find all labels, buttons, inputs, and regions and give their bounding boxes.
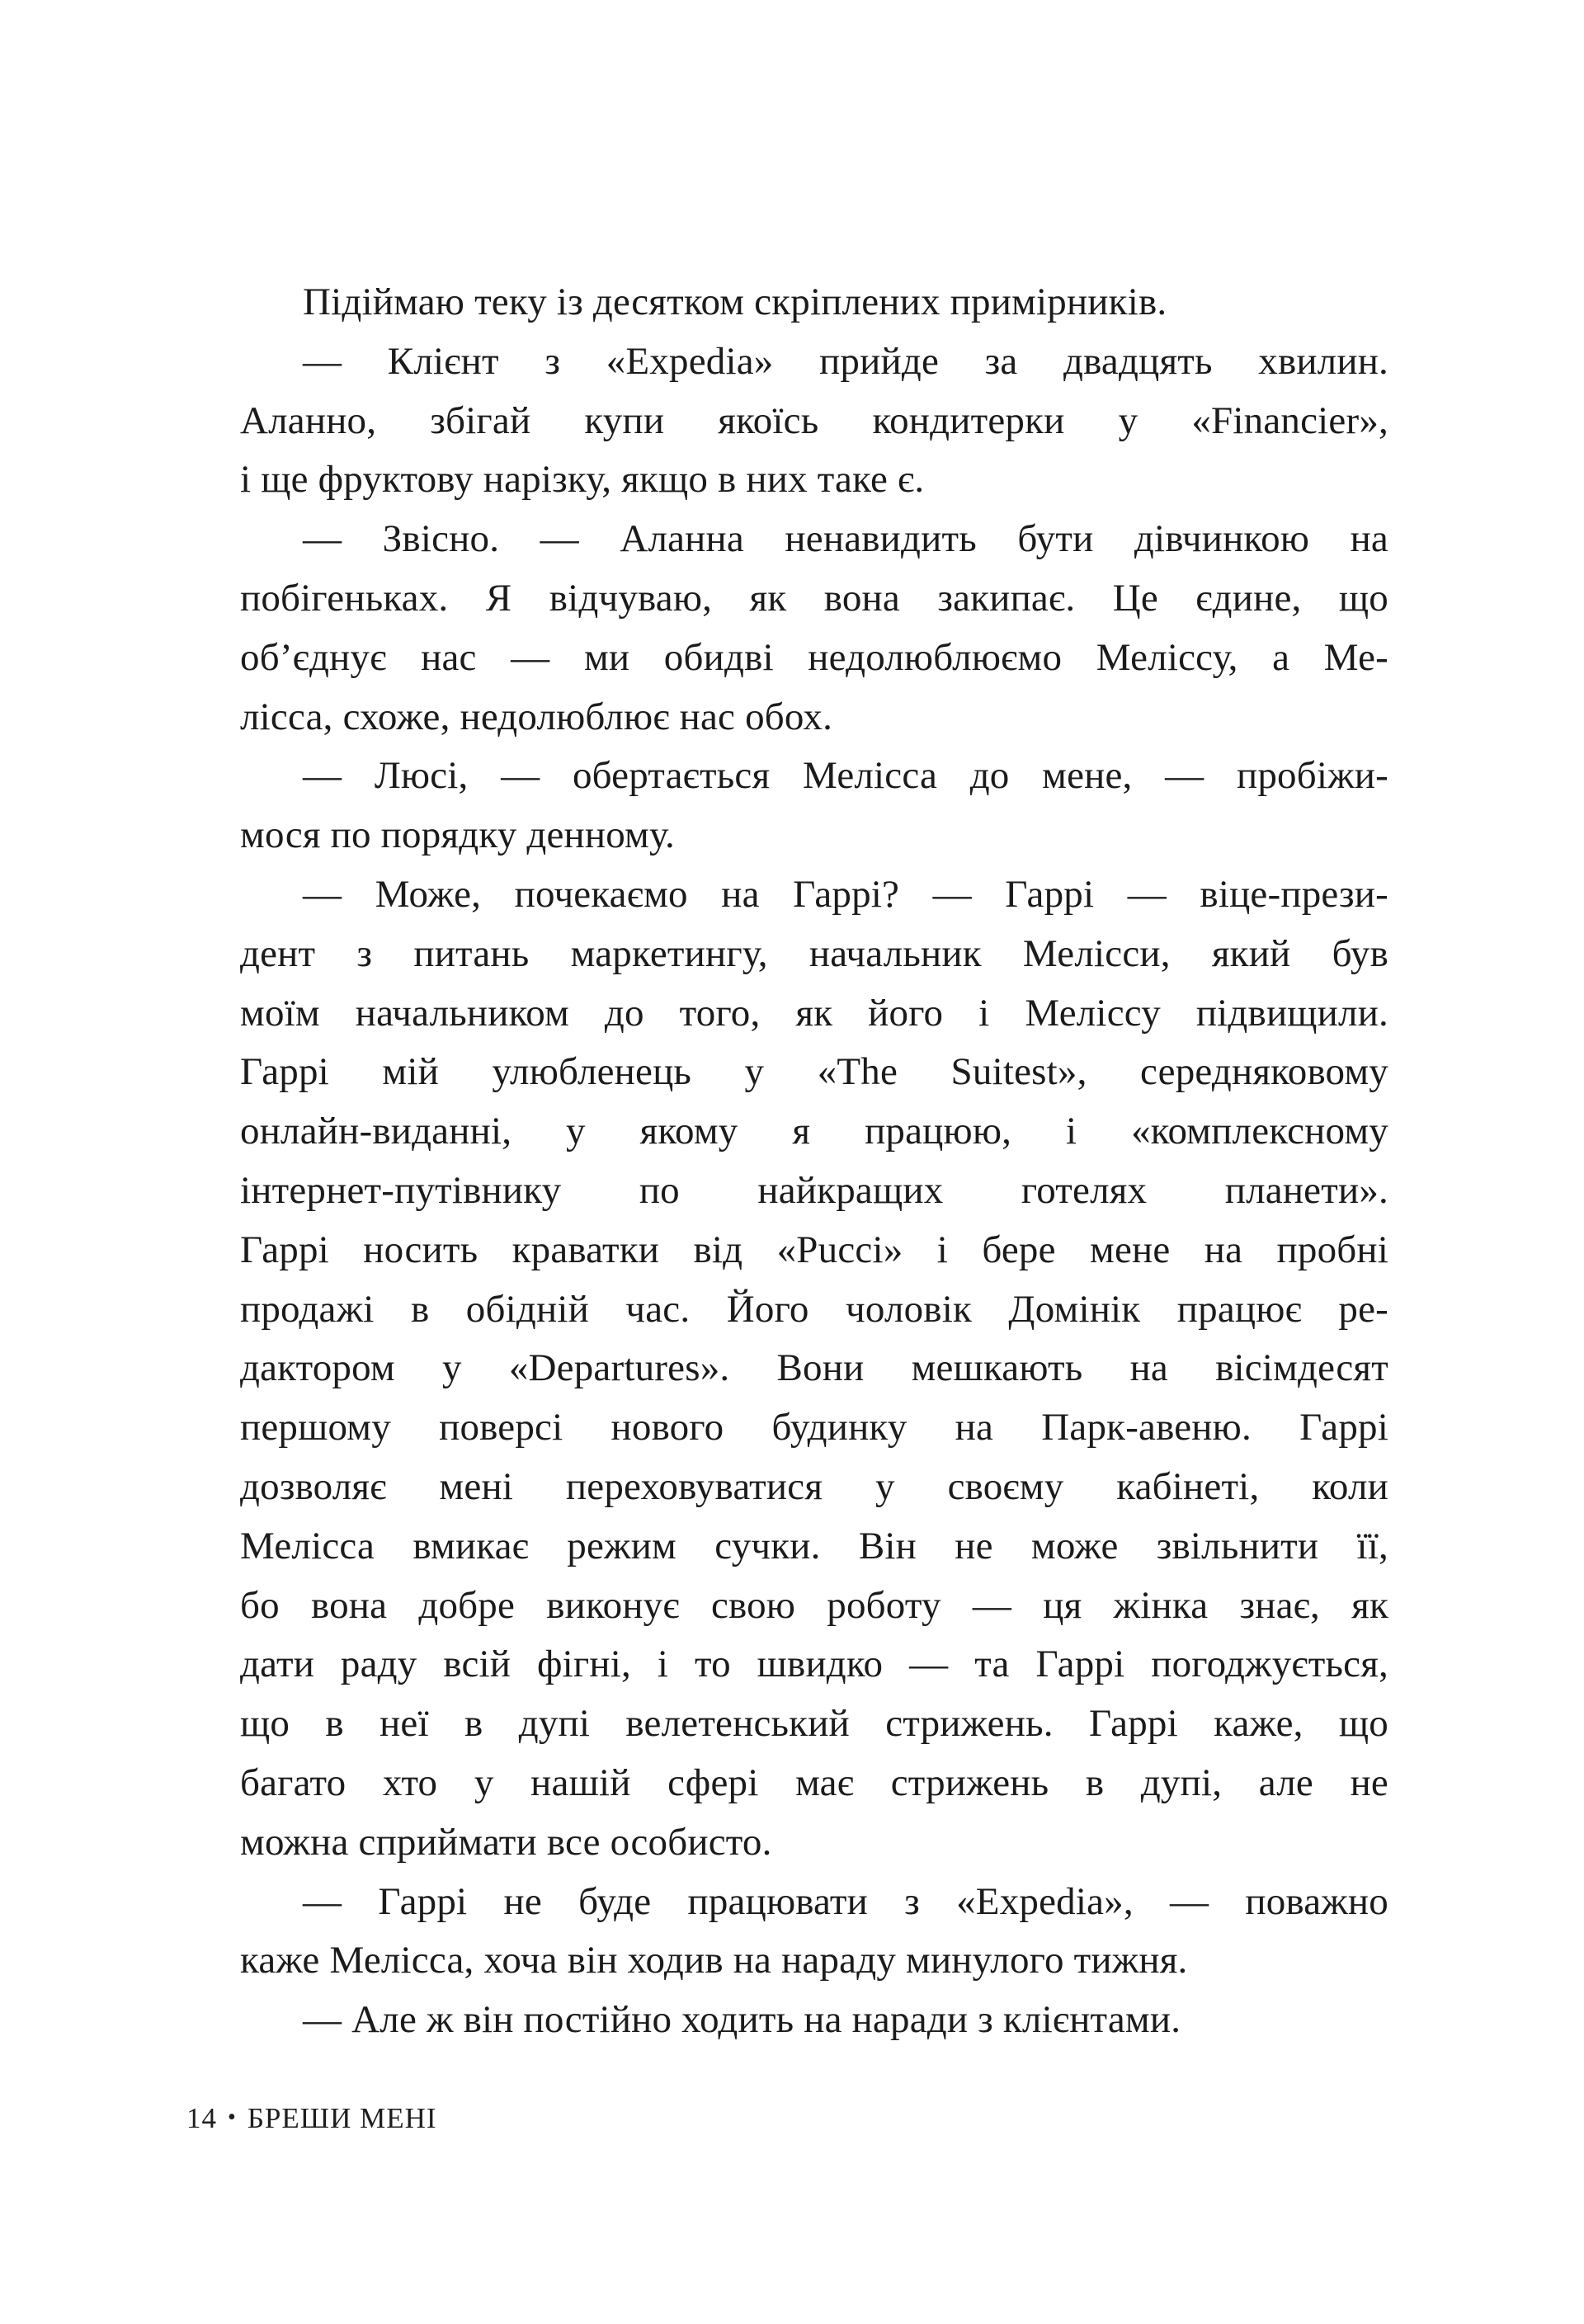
text-line: Мелісса вмикає режим сучки. Він не може звільнити її, bbox=[240, 1524, 1388, 1567]
text-line: і ще фруктову нарізку, якщо в них таке є. bbox=[240, 458, 925, 502]
text-line: — Люсі, — обертається Мелісса до мене, — пробіжи- bbox=[303, 754, 1388, 798]
footer-separator-bullet: • bbox=[228, 2105, 237, 2130]
text-line: Аланно, збігай купи якоїсь кондитерки у «Financier», bbox=[240, 398, 1388, 442]
text-line: об’єднує нас — ми обидві недолюблюємо Меліссу, а Ме- bbox=[240, 635, 1388, 679]
text-line: моїм начальником до того, як його і Меліссу підвищили. bbox=[240, 991, 1388, 1035]
text-line: лісса, схоже, недолюблює нас обох. bbox=[240, 695, 833, 738]
text-line: мося по порядку денному. bbox=[240, 813, 675, 857]
text-line: продажі в обідній час. Його чоловік Домінік працює ре- bbox=[240, 1287, 1388, 1331]
text-line: Гаррі носить краватки від «Pucci» і бере мене на пробні bbox=[240, 1228, 1388, 1271]
page-number: 14 bbox=[186, 2102, 217, 2134]
book-title: БРЕШИ МЕНІ bbox=[247, 2102, 437, 2134]
text-line: — Але ж він постійно ходить на наради з клієнтами. bbox=[303, 1998, 1181, 2042]
text-line: побігеньках. Я відчуваю, як вона закипає. Це єдине, що bbox=[240, 576, 1388, 620]
text-line: бо вона добре виконує свою роботу — ця жінка знає, як bbox=[240, 1583, 1388, 1627]
page-footer bbox=[186, 2102, 437, 2135]
text-line: — Клієнт з «Expedia» прийде за двадцять хвилин. bbox=[303, 339, 1388, 383]
text-line: Гаррі мій улюбленець у «The Suitest», середняковому bbox=[240, 1050, 1388, 1094]
text-block bbox=[240, 273, 1388, 2050]
text-line: дати раду всій фігні, і то швидко — та Гаррі погоджується, bbox=[240, 1643, 1388, 1686]
text-line: — Звісно. — Аланна ненавидить бути дівчинкою на bbox=[303, 517, 1388, 561]
text-line: багато хто у нашій сфері має стрижень в дупі, але не bbox=[240, 1761, 1388, 1804]
text-line: дактором у «Departures». Вони мешкають на вісімдесят bbox=[240, 1346, 1388, 1390]
text-line: що в неї в дупі велетенський стрижень. Гаррі каже, що bbox=[240, 1702, 1388, 1746]
text-line: інтернет-путівнику по найкращих готелях планети». bbox=[240, 1168, 1388, 1212]
text-line: — Може, почекаємо на Гаррі? — Гаррі — віце-прези- bbox=[303, 872, 1388, 916]
text-line: дент з питань маркетингу, начальник Мелісси, який був bbox=[240, 931, 1388, 975]
text-line: можна сприймати все особисто. bbox=[240, 1820, 772, 1864]
text-line: каже Мелісса, хоча він ходив на нараду минулого тижня. bbox=[240, 1939, 1188, 1982]
text-line: першому поверсі нового будинку на Парк-авеню. Гаррі bbox=[240, 1406, 1388, 1450]
text-line: — Гаррі не буде працювати з «Expedia», — поважно bbox=[303, 1879, 1388, 1923]
text-line: онлайн-виданні, у якому я працюю, і «комплексному bbox=[240, 1110, 1388, 1153]
text-line: дозволяє мені переховуватися у своєму кабінеті, коли bbox=[240, 1464, 1388, 1508]
text-line: Підіймаю теку із десятком скріплених примірників. bbox=[303, 280, 1167, 323]
